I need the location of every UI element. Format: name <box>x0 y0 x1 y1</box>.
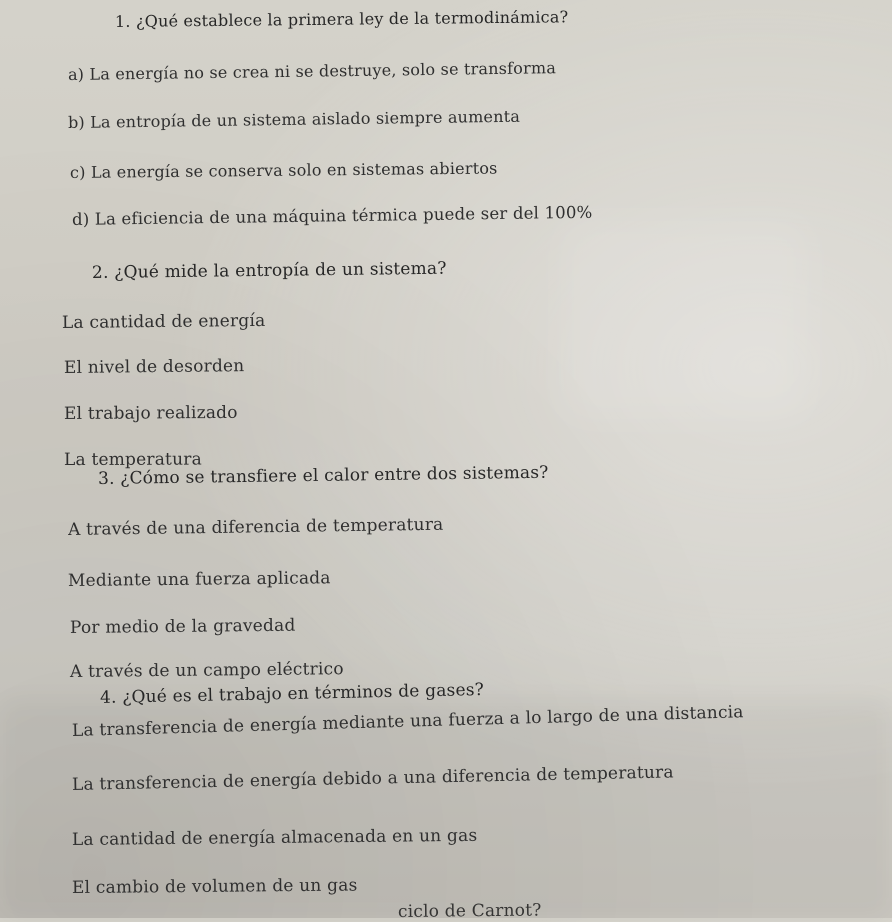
question-2-option-3: El trabajo realizado <box>63 402 238 424</box>
question-2-option-4: La temperatura <box>63 449 202 470</box>
question-3-option-1: A través de una diferencia de temperatura <box>67 514 444 540</box>
question-3-option-3: Por medio de la gravedad <box>69 615 296 638</box>
question-3: 3. ¿Cómo se transfiere el calor entre dos sistemas? <box>97 462 549 489</box>
question-3-option-4: A través de un campo eléctrico <box>69 659 344 682</box>
question-1: 1. ¿Qué establece la primera ley de la termodinámica? <box>114 7 569 31</box>
question-1-option-a: a) La energía no se crea ni se destruye, solo se transforma <box>67 58 557 84</box>
question-3-option-2: Mediante una fuerza aplicada <box>67 568 331 591</box>
question-4-option-1: La transferencia de energía mediante una fuerza a lo largo de una distancia <box>71 702 744 741</box>
photo-light-patch <box>560 220 810 420</box>
question-4-option-3: La cantidad de energía almacenada en un gas <box>71 825 478 850</box>
question-5-partial: ciclo de Carnot? <box>397 900 542 922</box>
question-1-option-b: b) La entropía de un sistema aislado siempre aumenta <box>67 106 521 132</box>
question-2-option-1: La cantidad de energía <box>61 310 266 333</box>
question-1-option-c: c) La energía se conserva solo en sistemas abiertos <box>69 158 498 182</box>
question-4: 4. ¿Qué es el trabajo en términos de gases? <box>99 679 485 708</box>
question-4-option-2: La transferencia de energía debido a una diferencia de temperatura <box>71 762 674 795</box>
question-2: 2. ¿Qué mide la entropía de un sistema? <box>91 258 447 283</box>
question-4-option-4: El cambio de volumen de un gas <box>71 875 358 898</box>
question-1-option-d: d) La eficiencia de una máquina térmica puede ser del 100% <box>71 202 593 229</box>
question-2-option-2: El nivel de desorden <box>63 356 245 378</box>
